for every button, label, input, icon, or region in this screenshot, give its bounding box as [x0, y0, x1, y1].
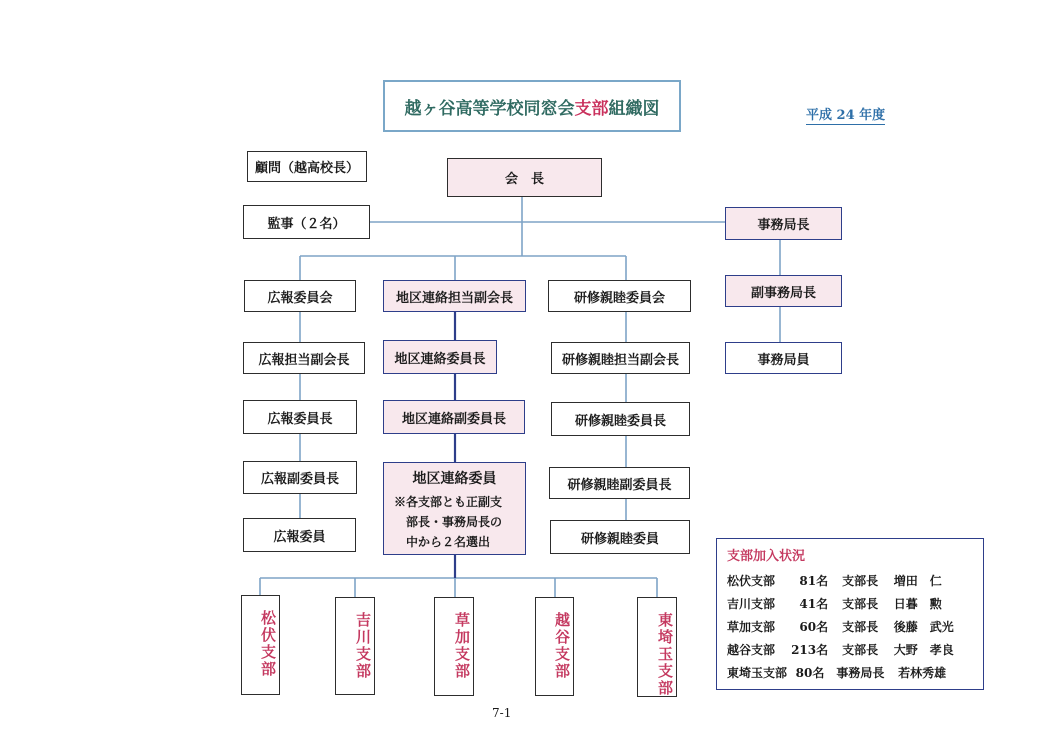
membership-branch: 東埼玉支部 [727, 666, 788, 680]
district-member-box [383, 462, 526, 555]
membership-name: 増田 仁 [893, 574, 942, 588]
membership-count: 80名 [795, 666, 825, 680]
membership-row [727, 661, 973, 684]
district-chair-label: 地区連絡委員長 [394, 351, 486, 367]
pr-chair-box [243, 400, 357, 434]
secretariat-staff-box [725, 342, 842, 374]
secretariat-head-box [725, 207, 842, 240]
diagram-title [383, 80, 681, 132]
branch-soka-box [434, 597, 474, 696]
title-tail: 組織図 [608, 98, 660, 119]
title-highlight: 支部 [574, 98, 609, 119]
membership-role: 支部長 [842, 574, 879, 588]
training-member-box [550, 520, 690, 554]
branch-label: 吉川支部 [354, 612, 372, 680]
branch-yoshikawa-box [335, 597, 375, 695]
pr-member-box [243, 518, 356, 552]
training-member-label: 研修親睦委員 [580, 531, 659, 547]
district-vice-chair-label: 地区連絡副委員長 [401, 411, 506, 427]
secretariat-staff-label: 事務局員 [757, 352, 810, 368]
training-committee-box [548, 280, 691, 312]
membership-branch: 吉川支部 [727, 597, 776, 611]
page-number: 7-1 [492, 706, 512, 720]
training-vice-president-label: 研修親睦担当副会長 [561, 352, 679, 368]
secretariat-head-label: 事務局長 [757, 218, 810, 233]
training-chair-box [551, 402, 690, 436]
district-member-note-1: ※各支部とも正副支 [394, 494, 503, 509]
president-box [447, 158, 602, 197]
pr-vice-chair-label: 広報副委員長 [260, 472, 339, 487]
training-vice-chair-label: 研修親睦副委員長 [567, 477, 672, 493]
district-chair-box [383, 340, 497, 374]
training-committee-label: 研修親睦委員会 [573, 290, 665, 306]
membership-role: 支部長 [842, 620, 879, 634]
auditor-label: 監事（２名） [267, 216, 346, 232]
membership-name: 大野 孝良 [893, 643, 954, 657]
auditor-box [243, 205, 370, 239]
branch-matsubushi-box [241, 595, 280, 695]
pr-member-label: 広報委員 [273, 529, 326, 545]
membership-branch: 松伏支部 [727, 574, 776, 588]
title-main: 越ヶ谷高等学校同窓会 [404, 98, 575, 119]
district-member-title: 地区連絡委員 [412, 470, 497, 487]
district-vice-president-box [383, 280, 526, 312]
pr-vice-chair-box [243, 461, 357, 494]
training-vice-president-box [551, 342, 690, 374]
pr-committee-label: 広報委員会 [267, 290, 333, 306]
advisor-label: 顧問（越高校長） [254, 161, 359, 176]
pr-chair-label: 広報委員長 [267, 411, 333, 427]
branch-label: 草加支部 [453, 612, 471, 680]
membership-count: 41名 [799, 597, 829, 611]
advisor-box [247, 151, 367, 182]
branch-higashisaitama-box [637, 597, 677, 697]
membership-name: 若林秀雄 [898, 666, 947, 680]
membership-row [727, 638, 973, 661]
membership-count: 60名 [799, 620, 829, 634]
district-vice-chair-box [383, 400, 525, 434]
membership-role: 事務局長 [836, 666, 885, 680]
membership-row [727, 592, 973, 615]
membership-count: 213名 [791, 643, 829, 657]
training-chair-label: 研修親睦委員長 [574, 413, 666, 429]
branch-label: 東埼玉支部 [656, 612, 674, 697]
membership-row [727, 569, 973, 592]
membership-status-panel [716, 538, 984, 690]
membership-name: 後藤 武光 [893, 620, 954, 634]
district-member-note-2: 部長・事務局長の [406, 514, 503, 529]
membership-role: 支部長 [842, 597, 879, 611]
training-vice-chair-box [549, 467, 690, 499]
membership-heading: 支部加入状況 [727, 549, 806, 564]
district-member-note-3: 中から２名選出 [406, 534, 491, 549]
secretariat-deputy-box [725, 275, 842, 307]
secretariat-deputy-label: 副事務局長 [750, 285, 816, 301]
branch-koshigaya-box [535, 597, 574, 696]
pr-committee-box [244, 280, 356, 312]
pr-vice-president-box [243, 342, 365, 374]
pr-vice-president-label: 広報担当副会長 [258, 352, 350, 368]
fiscal-year: 平成 24 年度 [806, 108, 886, 123]
membership-role: 支部長 [842, 643, 879, 657]
membership-count: 81名 [799, 574, 829, 588]
president-label: 会 長 [504, 172, 544, 187]
branch-label: 越谷支部 [553, 612, 571, 680]
branch-label: 松伏支部 [259, 610, 277, 678]
membership-row [727, 615, 973, 638]
membership-branch: 草加支部 [727, 620, 776, 634]
district-vice-president-label: 地区連絡担当副会長 [395, 290, 513, 306]
membership-name: 日暮 勲 [893, 597, 942, 611]
membership-branch: 越谷支部 [727, 643, 776, 657]
